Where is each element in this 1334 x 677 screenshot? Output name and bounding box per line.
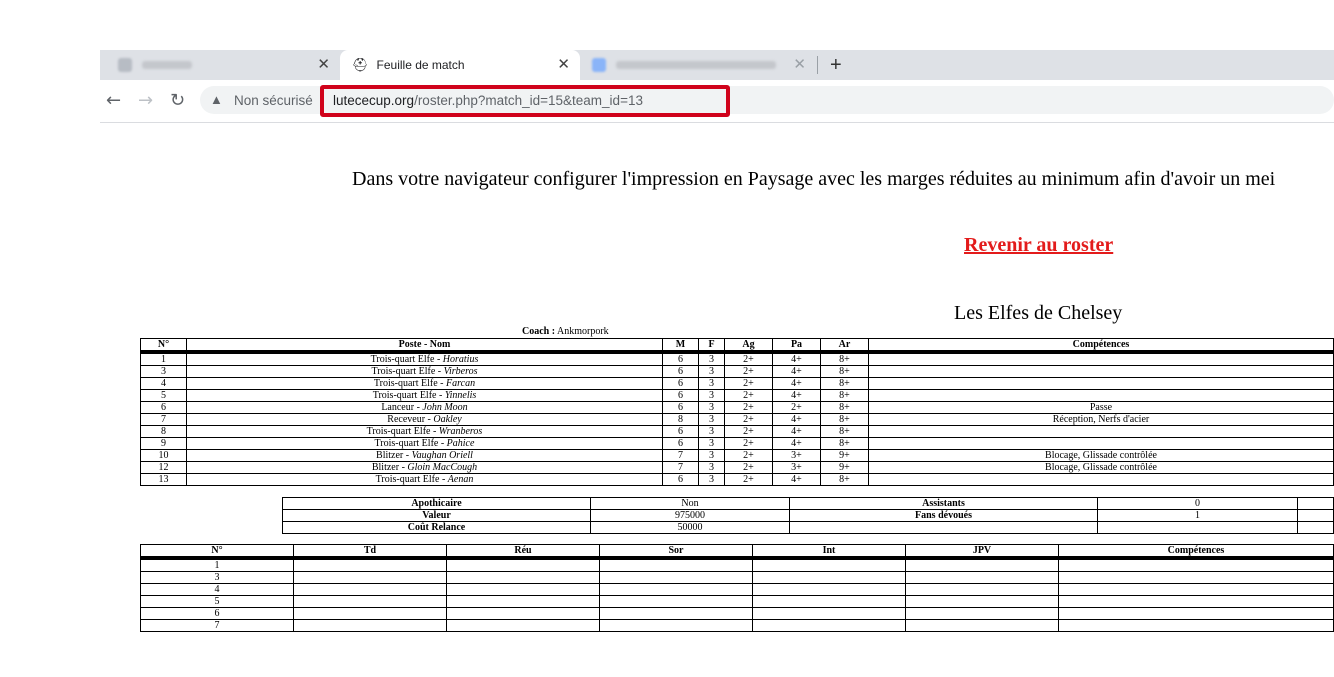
team-info-label: Apothicaire [283,498,591,510]
player-name: Farcan [446,378,476,389]
player-pa: 2+ [773,402,821,414]
player-f: 3 [699,450,725,462]
match-header-cell: Compétences [1059,545,1334,559]
table-row [141,596,1334,608]
close-icon[interactable]: ✕ [317,56,330,73]
player-position-name [187,438,663,450]
blurred-tab-title [616,61,776,69]
player-pa: 4+ [773,378,821,390]
match-player-number: 4 [141,584,294,596]
match-input-cell[interactable] [753,558,906,572]
blurred-tab-title [142,61,192,69]
team-info-label: Fans dévoués [790,510,1098,522]
player-position-name [187,402,663,414]
player-f: 3 [699,474,725,486]
player-ag: 2+ [725,402,773,414]
player-position: Blitzer - [376,450,412,461]
table-row [141,620,1334,632]
player-ag: 2+ [725,366,773,378]
player-ar: 8+ [821,438,869,450]
match-header-row [141,545,1334,559]
tab-separator [817,56,818,74]
match-player-number: 1 [141,558,294,572]
player-name: Wranberos [438,426,483,437]
match-input-cell[interactable] [447,608,600,620]
table-row [141,378,1334,390]
match-player-number: 6 [141,608,294,620]
table-row [141,450,1334,462]
match-header-cell: N° [141,545,294,559]
match-input-cell[interactable] [1059,596,1334,608]
player-f: 3 [699,352,725,366]
player-ag: 2+ [725,352,773,366]
match-header-cell: Int [753,545,906,559]
match-input-cell[interactable] [600,572,753,584]
player-f: 3 [699,390,725,402]
player-name: Pahice [446,438,475,449]
player-f: 3 [699,402,725,414]
table-row [141,402,1334,414]
player-m: 7 [663,450,699,462]
player-position: Trois-quart Elfe - [373,378,447,389]
roster-header-cell: Pa [773,339,821,353]
match-input-cell[interactable] [753,572,906,584]
coach-line [522,326,609,337]
player-position-name [187,474,663,486]
player-m: 6 [663,426,699,438]
team-name: Les Elfes de Chelsey [954,302,1123,324]
team-info-label: Assistants [790,498,1098,510]
team-info-value: 0 [1098,498,1298,510]
player-ar: 9+ [821,450,869,462]
match-input-cell[interactable] [753,596,906,608]
player-pa: 4+ [773,352,821,366]
match-input-cell[interactable] [294,584,447,596]
match-input-cell[interactable] [906,584,1059,596]
player-name: Vaughan Oriell [411,450,473,461]
player-m: 6 [663,352,699,366]
match-input-cell[interactable] [1059,558,1334,572]
player-skills [869,426,1334,438]
new-tab-button[interactable]: + [830,54,842,76]
team-info-value: Non [591,498,790,510]
player-pa: 3+ [773,462,821,474]
player-skills: Passe [869,402,1334,414]
player-f: 3 [699,378,725,390]
roster-header-cell: Ag [725,339,773,353]
player-number: 6 [141,402,187,414]
roster-header-row [141,339,1334,353]
player-ar: 8+ [821,474,869,486]
player-skills: Réception, Nerfs d'acier [869,414,1334,426]
player-m: 8 [663,414,699,426]
player-position-name [187,352,663,366]
favicon-icon [592,58,606,72]
url-path: /roster.php?match_id=15&team_id=13 [414,93,643,108]
player-pa: 4+ [773,366,821,378]
match-header-cell: Réu [447,545,600,559]
player-number: 7 [141,414,187,426]
table-row [141,366,1334,378]
match-input-cell[interactable] [600,596,753,608]
match-input-cell[interactable] [1059,584,1334,596]
table-row [141,390,1334,402]
player-position-name [187,390,663,402]
player-m: 6 [663,474,699,486]
table-row [141,474,1334,486]
team-info-value: 50000 [591,522,790,534]
player-ar: 8+ [821,426,869,438]
player-position: Trois-quart Elfe - [374,438,447,449]
player-position: Lanceur - [381,402,423,413]
table-row [141,572,1334,584]
player-ar: 8+ [821,378,869,390]
player-name: Gloin MacCough [407,462,478,473]
player-pa: 4+ [773,474,821,486]
match-input-cell[interactable] [294,596,447,608]
team-info-empty [1298,522,1334,534]
match-input-cell[interactable] [600,584,753,596]
player-position-name [187,462,663,474]
player-name: Virberos [443,366,478,377]
table-row [141,426,1334,438]
player-name: Horatius [442,354,479,365]
match-input-cell[interactable] [753,584,906,596]
player-number: 12 [141,462,187,474]
player-skills [869,390,1334,402]
player-number: 9 [141,438,187,450]
roster-header-cell: Poste - Nom [187,339,663,353]
player-name: Aenan [447,474,474,485]
player-position: Trois-quart Elfe - [371,366,444,377]
player-skills: Blocage, Glissade contrôlée [869,462,1334,474]
table-row [141,462,1334,474]
warning-icon[interactable]: ▲ [210,92,223,107]
team-info-table [282,497,1334,534]
match-input-cell[interactable] [447,572,600,584]
tab-inactive-2[interactable] [582,50,814,80]
team-info-value: 1 [1098,510,1298,522]
close-icon[interactable]: ✕ [557,56,570,73]
player-number: 5 [141,390,187,402]
player-ag: 2+ [725,474,773,486]
player-skills [869,474,1334,486]
tab-strip [100,50,1334,80]
player-name: Yinnelis [444,390,477,401]
match-input-cell[interactable] [447,620,600,632]
match-header-cell: Td [294,545,447,559]
player-ag: 2+ [725,438,773,450]
player-ag: 2+ [725,414,773,426]
match-header-cell: JPV [906,545,1059,559]
player-skills [869,352,1334,366]
player-ag: 2+ [725,462,773,474]
team-info-label [790,522,1098,534]
player-position: Blitzer - [371,462,408,473]
close-icon[interactable]: ✕ [793,56,806,73]
match-input-cell[interactable] [294,572,447,584]
player-f: 3 [699,414,725,426]
player-m: 6 [663,366,699,378]
player-m: 7 [663,462,699,474]
favicon-icon [118,58,132,72]
player-f: 3 [699,462,725,474]
table-row [141,558,1334,572]
team-info-empty [1298,510,1334,522]
player-ag: 2+ [725,450,773,462]
back-icon[interactable]: ← [106,90,122,111]
player-ar: 8+ [821,414,869,426]
player-number: 3 [141,366,187,378]
coach-label: Coach : [522,326,556,337]
match-input-cell[interactable] [906,596,1059,608]
player-position: Trois-quart Elfe - [372,390,445,401]
match-stats-table [140,544,1334,632]
player-ag: 2+ [725,378,773,390]
roster-header-cell: F [699,339,725,353]
browser-toolbar [100,80,1334,123]
player-position: Receveur - [387,414,434,425]
team-info-value: 975000 [591,510,790,522]
player-skills [869,378,1334,390]
player-position-name [187,426,663,438]
player-pa: 4+ [773,414,821,426]
tab-title: Feuille de match [376,58,465,72]
print-instructions: Dans votre navigateur configurer l'impression en Paysage avec les marges réduites au minimum afin d'avoir un mei [352,168,1276,190]
player-skills [869,366,1334,378]
page-content [100,124,1334,677]
url-highlight[interactable] [320,85,730,117]
tab-inactive-1[interactable] [108,50,340,80]
match-input-cell[interactable] [600,620,753,632]
roster-header-cell: Compétences [869,339,1334,353]
player-position-name [187,450,663,462]
player-number: 13 [141,474,187,486]
reload-icon[interactable]: ↻ [170,90,186,111]
match-input-cell[interactable] [1059,572,1334,584]
match-input-cell[interactable] [753,620,906,632]
table-row [141,608,1334,620]
player-position: Trois-quart Elfe - [370,354,443,365]
player-ar: 9+ [821,462,869,474]
roster-header-cell: M [663,339,699,353]
player-pa: 4+ [773,438,821,450]
table-row [283,498,1334,510]
player-m: 6 [663,402,699,414]
player-pa: 4+ [773,426,821,438]
match-input-cell[interactable] [294,608,447,620]
url-text[interactable] [333,93,643,108]
team-info-label: Coût Relance [283,522,591,534]
coach-name: Ankmorpork [557,326,609,337]
player-ag: 2+ [725,390,773,402]
tab-feuille-de-match[interactable] [340,50,580,80]
player-position: Trois-quart Elfe - [375,474,448,485]
match-input-cell[interactable] [1059,608,1334,620]
player-pa: 3+ [773,450,821,462]
player-position-name [187,366,663,378]
table-row [283,522,1334,534]
match-input-cell[interactable] [906,572,1059,584]
back-to-roster-link[interactable]: Revenir au roster [964,234,1114,256]
player-f: 3 [699,426,725,438]
table-row [141,584,1334,596]
roster-table [140,338,1334,486]
player-ar: 8+ [821,366,869,378]
match-input-cell[interactable] [1059,620,1334,632]
player-f: 3 [699,366,725,378]
match-input-cell[interactable] [600,608,753,620]
player-number: 1 [141,352,187,366]
player-pa: 4+ [773,390,821,402]
team-info-empty [1298,498,1334,510]
match-input-cell[interactable] [753,608,906,620]
player-f: 3 [699,438,725,450]
url-domain: lutececup.org [333,93,415,108]
player-position: Trois-quart Elfe - [366,426,439,437]
player-ar: 8+ [821,352,869,366]
match-input-cell[interactable] [294,620,447,632]
player-m: 6 [663,438,699,450]
hat-icon: ⛑ [352,57,369,72]
player-number: 10 [141,450,187,462]
forward-icon[interactable]: → [138,90,154,111]
team-info-label: Valeur [283,510,591,522]
match-input-cell[interactable] [906,558,1059,572]
match-input-cell[interactable] [447,558,600,572]
player-name: John Moon [422,402,468,413]
roster-body [141,352,1334,486]
table-row [141,352,1334,366]
match-header-cell: Sor [600,545,753,559]
team-info-body [283,498,1334,534]
roster-header-cell: N° [141,339,187,353]
team-info-value [1098,522,1298,534]
player-ar: 8+ [821,402,869,414]
table-row [283,510,1334,522]
player-position-name [187,414,663,426]
player-name: Oakley [433,414,462,425]
player-skills: Blocage, Glissade contrôlée [869,450,1334,462]
player-number: 4 [141,378,187,390]
match-input-cell[interactable] [447,584,600,596]
player-skills [869,438,1334,450]
player-position-name [187,378,663,390]
match-player-number: 5 [141,596,294,608]
match-player-number: 3 [141,572,294,584]
player-ag: 2+ [725,426,773,438]
table-row [141,438,1334,450]
match-player-number: 7 [141,620,294,632]
match-input-cell[interactable] [600,558,753,572]
roster-header-cell: Ar [821,339,869,353]
table-row [141,414,1334,426]
not-secure-label[interactable]: Non sécurisé [234,93,313,108]
match-input-cell[interactable] [447,596,600,608]
player-ar: 8+ [821,390,869,402]
player-m: 6 [663,390,699,402]
match-input-cell[interactable] [906,608,1059,620]
match-input-cell[interactable] [906,620,1059,632]
match-input-cell[interactable] [294,558,447,572]
player-m: 6 [663,378,699,390]
player-number: 8 [141,426,187,438]
match-body [141,558,1334,632]
